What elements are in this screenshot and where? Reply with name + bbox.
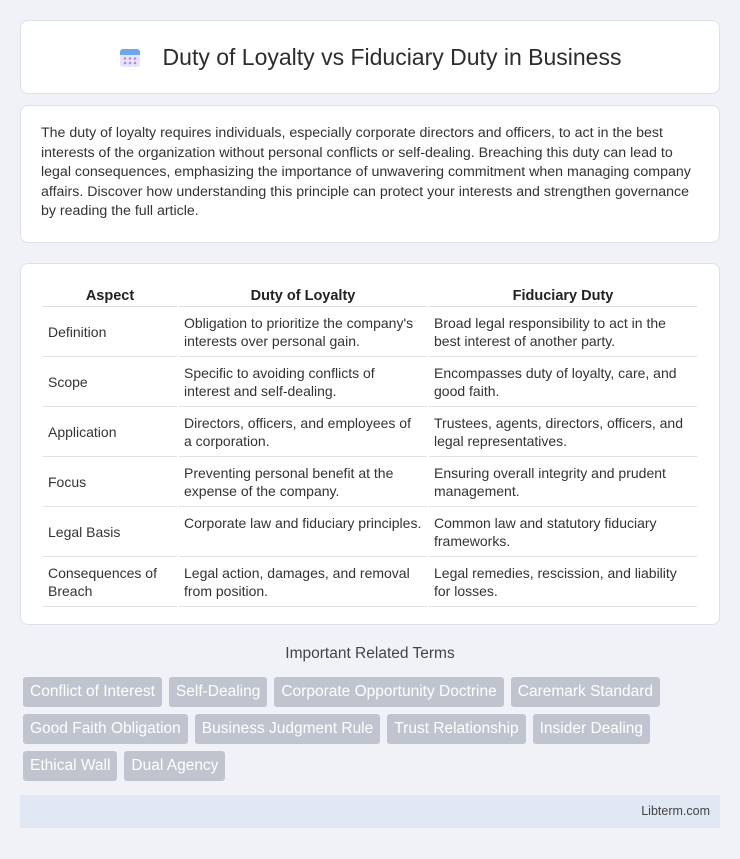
header-card xyxy=(20,20,720,94)
row-aspect: Focus xyxy=(43,457,177,507)
related-term-tag[interactable]: Business Judgment Rule xyxy=(195,714,380,744)
row-loyalty: Legal action, damages, and removal from position. xyxy=(179,557,427,607)
related-term-tag[interactable]: Corporate Opportunity Doctrine xyxy=(274,677,503,707)
intro-card xyxy=(20,105,720,243)
page-title: Duty of Loyalty vs Fiduciary Duty in Business xyxy=(162,43,622,70)
comparison-table xyxy=(41,282,699,607)
header-aspect: Aspect xyxy=(43,282,177,307)
table-row xyxy=(43,507,697,557)
row-aspect: Consequences of Breach xyxy=(43,557,177,607)
footer-site-link[interactable]: Libterm.com xyxy=(641,804,710,818)
intro-text: The duty of loyalty requires individuals, especially corporate directors and officers, to act in the best interests of the organization without personal conflicts or self-dealing. Breaching this duty can lead to legal consequences, emphasizing the importance of unwavering commitment when managing company affairs. Discover how understanding this principle can protect your interests and strengthen governance by reading the full article. xyxy=(41,125,691,220)
related-term-tag[interactable]: Insider Dealing xyxy=(533,714,650,744)
related-terms-list xyxy=(23,677,723,781)
row-fiduciary: Trustees, agents, directors, officers, and legal representatives. xyxy=(429,407,697,457)
row-loyalty: Corporate law and fiduciary principles. xyxy=(179,507,427,557)
table-row xyxy=(43,357,697,407)
table-row xyxy=(43,307,697,357)
row-aspect: Definition xyxy=(43,307,177,357)
related-term-tag[interactable]: Dual Agency xyxy=(124,751,225,781)
row-loyalty: Directors, officers, and employees of a corporation. xyxy=(179,407,427,457)
header-fiduciary-duty: Fiduciary Duty xyxy=(429,282,697,307)
table-row xyxy=(43,407,697,457)
row-aspect: Application xyxy=(43,407,177,457)
row-fiduciary: Encompasses duty of loyalty, care, and good faith. xyxy=(429,357,697,407)
table-header-row xyxy=(43,282,697,307)
row-loyalty: Specific to avoiding conflicts of interest and self-dealing. xyxy=(179,357,427,407)
table-row xyxy=(43,557,697,607)
comparison-card xyxy=(20,263,720,625)
related-term-tag[interactable]: Ethical Wall xyxy=(23,751,117,781)
header-duty-of-loyalty: Duty of Loyalty xyxy=(179,282,427,307)
related-term-tag[interactable]: Caremark Standard xyxy=(511,677,660,707)
row-aspect: Scope xyxy=(43,357,177,407)
row-fiduciary: Ensuring overall integrity and prudent management. xyxy=(429,457,697,507)
related-term-tag[interactable]: Good Faith Obligation xyxy=(23,714,188,744)
row-aspect: Legal Basis xyxy=(43,507,177,557)
row-fiduciary: Legal remedies, rescission, and liability for losses. xyxy=(429,557,697,607)
calendar-icon xyxy=(119,46,141,68)
row-loyalty: Preventing personal benefit at the expense of the company. xyxy=(179,457,427,507)
related-term-tag[interactable]: Self-Dealing xyxy=(169,677,267,707)
related-terms-title: Important Related Terms xyxy=(285,645,455,662)
row-loyalty: Obligation to prioritize the company's interests over personal gain. xyxy=(179,307,427,357)
table-row xyxy=(43,457,697,507)
related-term-tag[interactable]: Conflict of Interest xyxy=(23,677,162,707)
row-fiduciary: Broad legal responsibility to act in the best interest of another party. xyxy=(429,307,697,357)
related-term-tag[interactable]: Trust Relationship xyxy=(387,714,525,744)
footer xyxy=(20,795,720,828)
row-fiduciary: Common law and statutory fiduciary frameworks. xyxy=(429,507,697,557)
